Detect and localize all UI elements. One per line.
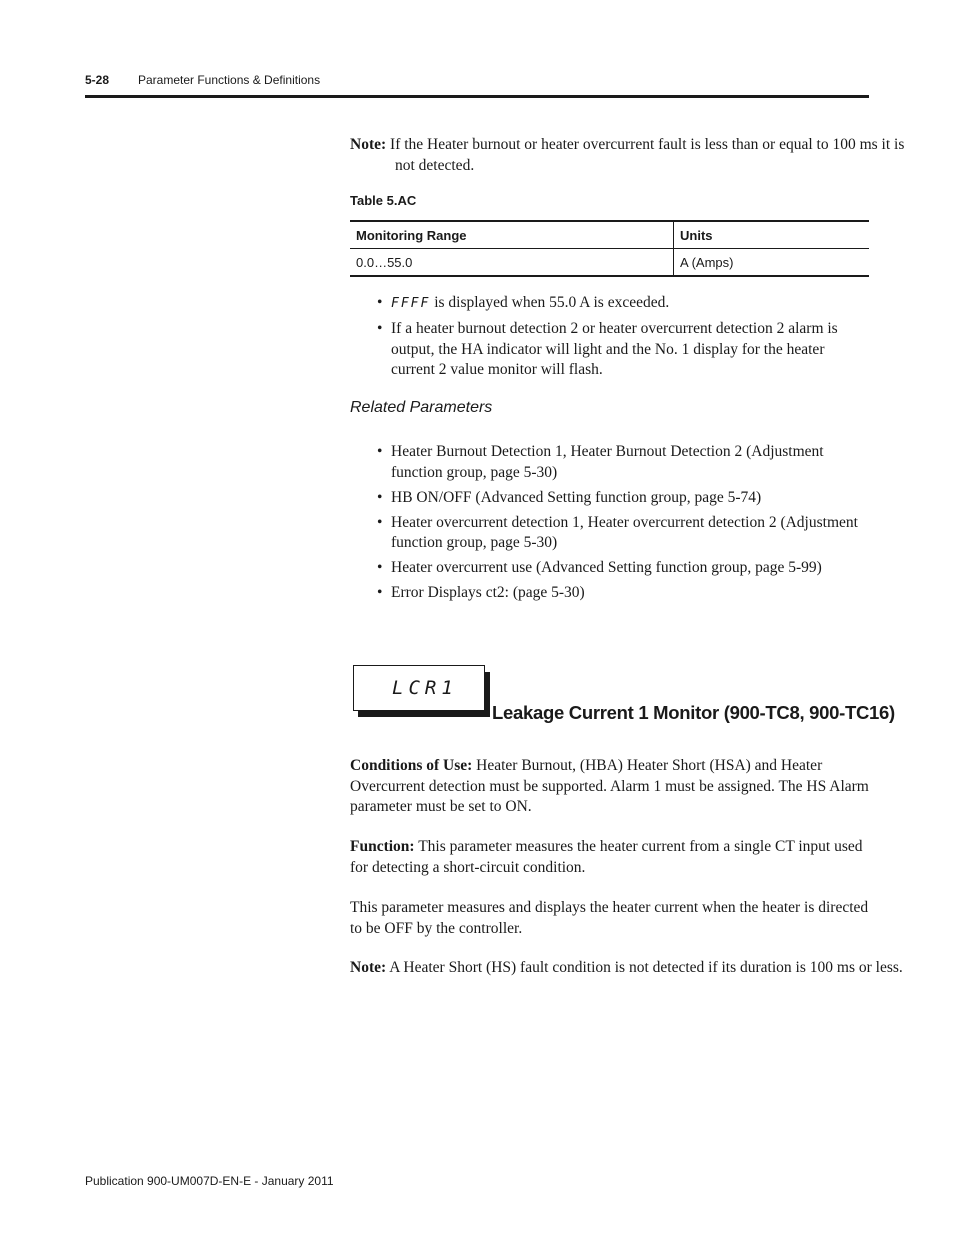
table-caption: Table 5.AC: [350, 193, 417, 208]
function-label: Function:: [350, 838, 415, 855]
note-text: If the Heater burnout or heater overcurrent fault is less than or equal to 100 ms it is not detected.: [390, 136, 905, 174]
note-paragraph: [350, 958, 914, 979]
list-item: • Heater overcurrent use (Advanced Setting function group, page 5-99): [377, 558, 869, 579]
conditions-paragraph: [350, 756, 869, 818]
table-header-row: [350, 221, 869, 249]
header-rule: [85, 95, 869, 98]
conditions-text: Heater Burnout, (HBA) Heater Short (HSA) and Heater Overcurrent detection must be supported. Alarm 1 must be assigned. The HS Alarm parameter must be set to ON.: [350, 757, 869, 815]
running-header-title: Parameter Functions & Definitions: [138, 73, 321, 87]
monitoring-range-table: [350, 220, 869, 277]
display-box-shadow: [358, 711, 490, 717]
display-code: FFFF: [391, 296, 431, 311]
note-text: A Heater Short (HS) fault condition is not detected if its duration is 100 ms or less.: [389, 959, 903, 976]
section-title: Leakage Current 1 Monitor (900-TC8, 900-TC16): [492, 702, 895, 723]
related-parameters-list: [377, 442, 869, 608]
list-item: [377, 293, 869, 315]
column-header-monitoring-range: Monitoring Range: [350, 221, 674, 249]
conditions-label: Conditions of Use:: [350, 757, 473, 774]
note-label: Note:: [350, 136, 387, 153]
table-cell-range: 0.0…55.0: [350, 249, 674, 277]
note-label: Note:: [350, 959, 387, 976]
function-paragraph: [350, 837, 869, 878]
list-item: • If a heater burnout detection 2 or heater overcurrent detection 2 alarm is output, the HA indicator will light and the No. 1 display for the heater current 2 value monitor will flash.: [377, 319, 869, 381]
function-text: This parameter measures the heater current from a single CT input used for detecting a short-circuit condition.: [350, 838, 863, 876]
list-item: • Heater overcurrent detection 1, Heater overcurrent detection 2 (Adjustment function group, page 5-30): [377, 513, 869, 554]
list-item-text: is displayed when 55.0 A is exceeded.: [430, 294, 670, 311]
related-parameters-heading: Related Parameters: [350, 399, 493, 416]
page-number: 5-28: [85, 73, 110, 87]
note-paragraph: [350, 135, 914, 176]
parameter-display-box: [353, 665, 485, 711]
list-item: • Error Displays ct2: (page 5-30): [377, 583, 869, 604]
list-item: • Heater Burnout Detection 1, Heater Burnout Detection 2 (Adjustment function group, page 5-30): [377, 442, 869, 483]
notes-bullet-list: [377, 293, 869, 385]
list-item: • HB ON/OFF (Advanced Setting function group, page 5-74): [377, 488, 869, 509]
display-box-shadow: [485, 672, 490, 717]
column-header-units: Units: [674, 221, 870, 249]
table-cell-units: A (Amps): [674, 249, 870, 277]
display-code: LCR1: [392, 677, 458, 699]
publication-footer: Publication 900-UM007D-EN-E - January 2011: [85, 1174, 334, 1188]
table-row: [350, 249, 869, 277]
description-paragraph: This parameter measures and displays the heater current when the heater is directed to be OFF by the controller.: [350, 899, 869, 937]
